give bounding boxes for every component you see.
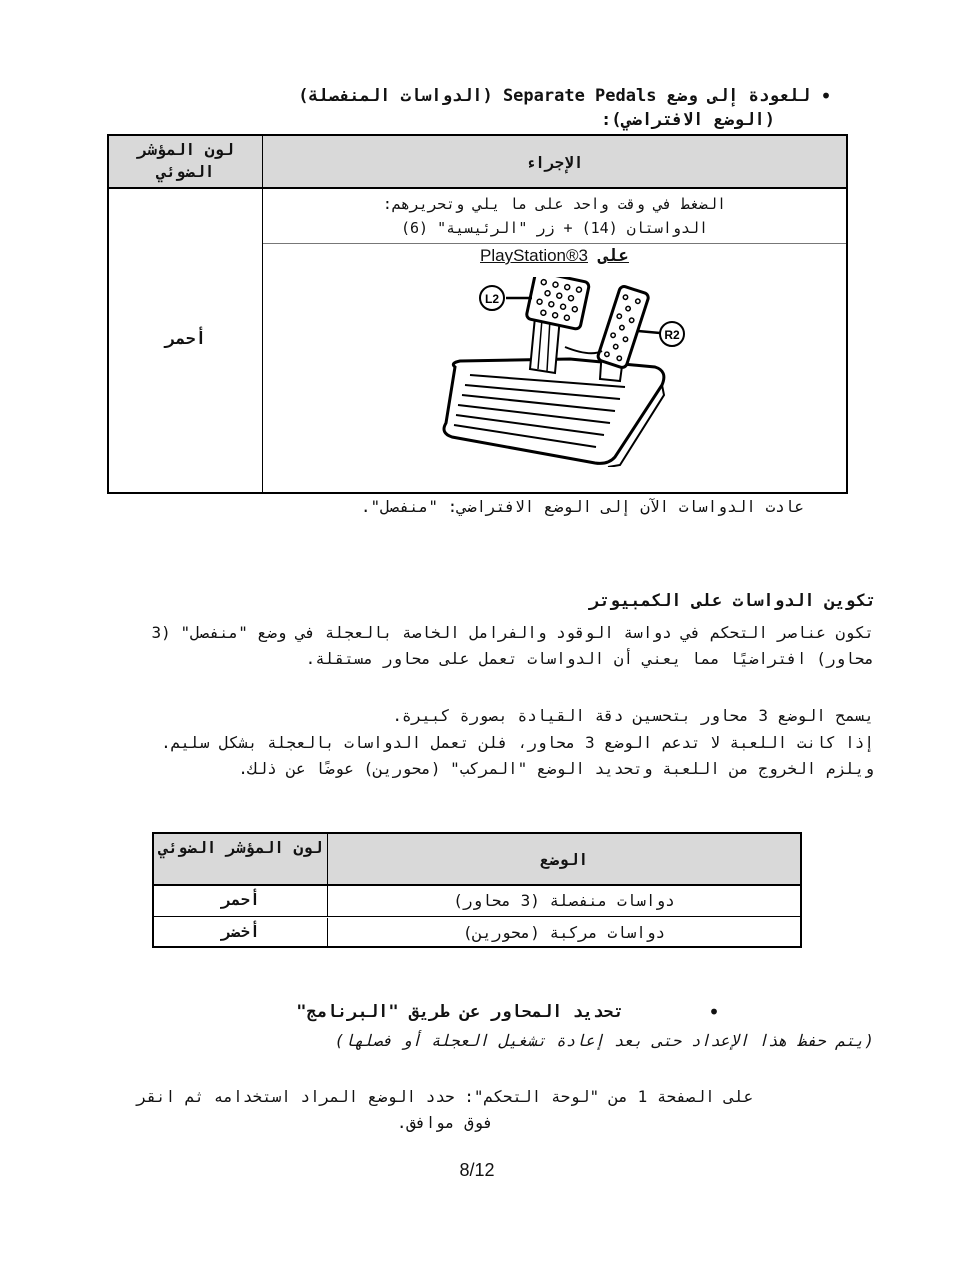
platform-prefix: على [598,246,629,266]
table-row [154,886,800,917]
header-mode: الوضع [328,834,800,886]
bullet-icon: • [707,1000,720,1024]
r2-label: R2 [664,328,680,342]
save-setting-note: (يتم حفظ هذا الإعداد حتى بعد إعادة تشغيل العجلة أو فصلها) [334,1031,874,1050]
default-mode-note: عادت الدواسات الآن إلى الوضع الافتراضي: "منفصل". [360,497,804,516]
software-heading-text: تحديد المحاور عن طريق "البرنامج" [296,1002,624,1022]
paragraph-precision: يسمح الوضع 3 محاور بتحسين دقة القيادة بصورة كبيرة. [392,706,874,725]
l2-label: L2 [484,292,500,306]
heading-line-1: للعودة إلى وضع Separate Pedals (الدواسات المنفصلة) [298,86,810,106]
platform-label [263,246,846,276]
led-color-value: أخضر [154,918,328,948]
led-color-value: أحمر [165,329,206,349]
software-axis-heading [200,1002,720,1022]
return-default-heading [120,84,832,132]
led-color-cell [109,189,263,492]
header-led-color: لون المؤشر الضوئي [109,136,263,189]
table-row [154,918,800,948]
action-line-1: الضغط في وقت واحد على ما يلي وتحريرهم: [382,195,727,213]
paragraph-separate-mode: تكون عناصر التحكم في دواسة الوقود والفرامل الخاصة بالعجلة في وضع "منفصل" (3 محاور) افتراضيًا مما يعني أن الدواسات تعمل على محاور مستقلة. [151,623,874,668]
paragraph-compatibility: إذا كانت اللعبة لا تدعم الوضع 3 محاور، فلن تعمل الدواسات بالعجلة بشكل سليم. ويلزم الخروج من اللعبة وتحديد الوضع "المركب" (محورين) عوضًا عن ذلك. [161,733,874,778]
control-panel-instruction: على الصفحة 1 من "لوحة التحكم": حدد الوضع المراد استخدامه ثم انقر فوق موافق. [136,1087,754,1132]
action-cell [263,189,846,244]
header-action: الإجراء [263,136,846,189]
bullet-icon: • [819,84,832,108]
mode-value: دواسات منفصلة (3 محاور) [453,891,675,910]
section-title: تكوين الدواسات على الكمبيوتر [589,591,876,611]
page-number: 8/12 [459,1160,495,1180]
mode-value: دواسات مركبة (محورين) [462,923,666,942]
mode-table [152,832,802,948]
platform-name: PlayStation®3 [480,246,588,265]
pedals-illustration [370,277,700,467]
action-line-2: الدواستان (14) + زر "الرئيسية" (6) [400,219,709,237]
heading-line-2: (الوضع الافتراضي): [601,110,775,130]
led-color-value: أحمر [154,886,328,916]
header-led-color: لون المؤشر الضوئي [154,834,328,886]
